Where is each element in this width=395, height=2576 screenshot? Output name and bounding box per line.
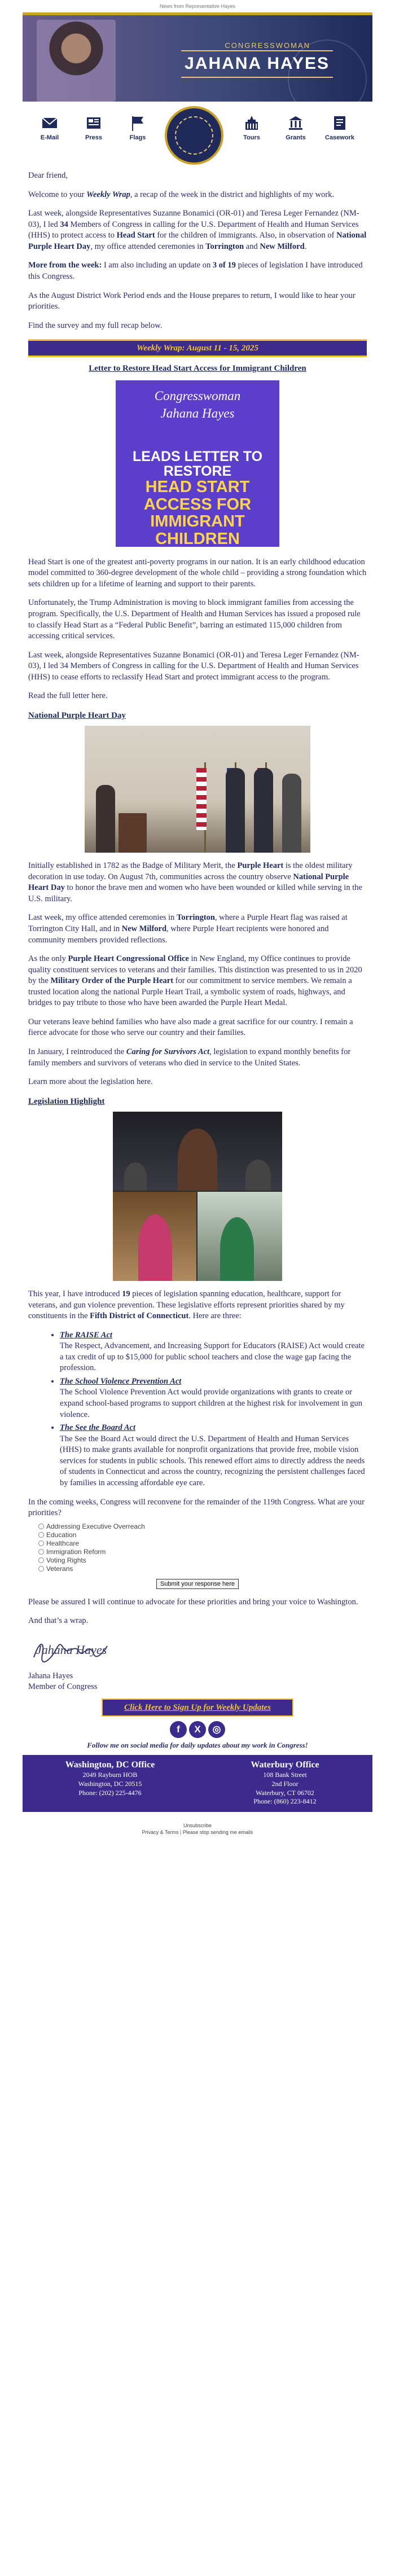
newsletter-body bbox=[28, 168, 367, 1750]
dc-office: Washington, DC Office 2049 Rayburn HOB Washington, DC 20515 Phone: (202) 225-4476 bbox=[65, 1759, 155, 1797]
congressional-seal bbox=[165, 106, 223, 165]
headstart-paragraph-1: Head Start is one of the greatest anti-poverty programs in our nation. It is an early childhood education model committed to 360-degree development of the whole child – providing a strong foundation which sets children up for a lifetime of learning and support to their parents. bbox=[28, 557, 367, 589]
headstart-letter-link[interactable]: here bbox=[91, 691, 106, 701]
graphic-line-3: LEADS LETTER TO RESTORE bbox=[132, 448, 263, 480]
bill-list bbox=[60, 1330, 367, 1489]
signature bbox=[28, 1635, 367, 1666]
intro-paragraph-1: Welcome to your Weekly Wrap, a recap of the week in the district and highlights of my work. bbox=[28, 190, 335, 199]
purpleheart-paragraph-3: As the only Purple Heart Congressional Office in New England, my Office continues to provide quality constituent services to veterans and their families. This distinction was presented to us in 2020 by the Military Order of the Purple Heart for our commitment to service members. We remain a trusted location along the national Purple Heart Trail, a symbolic system of roads, highways, and bridges to pay tribute to those who have been awarded the Purple Heart Medal. bbox=[28, 954, 362, 1008]
nav-press-label: Press bbox=[85, 134, 102, 141]
headstart-section-title[interactable]: Letter to Restore Head Start Access for Immigrant Children bbox=[89, 364, 306, 374]
purpleheart-paragraph-5: In January, I reintroduced the Caring for Survivors Act, legislation to expand monthly benefits for family members and survivors of veterans who died in service to the United States. bbox=[28, 1047, 351, 1068]
header-congresswoman: CONGRESSWOMAN bbox=[225, 41, 310, 50]
grants-icon bbox=[287, 114, 305, 132]
intro-paragraph-3: More from the week: I am also including an update on 3 of 19 pieces of legislation I have introduced this Congress. bbox=[28, 261, 363, 281]
nav-flags-label: Flags bbox=[129, 134, 146, 141]
purple-heart-ceremony-photo bbox=[85, 726, 310, 853]
survey-option[interactable]: Healthcare bbox=[38, 1539, 367, 1548]
signup-button[interactable]: Click Here to Sign Up for Weekly Updates bbox=[102, 1699, 293, 1717]
headstart-paragraph-3: Last week, alongside Representatives Suzanne Bonamici (OR-01) and Teresa Leger Fernandez (NM-03), I led 34 Members of Congress in calling for the U.S. Department of Health and Human Services (HHS) to cease efforts to reclassify Head Start and protect immigrant access to the program. bbox=[28, 650, 359, 682]
service-nav bbox=[23, 106, 372, 168]
podium bbox=[118, 813, 147, 853]
survey-option[interactable]: Immigration Reform bbox=[38, 1548, 367, 1556]
list-item bbox=[60, 1376, 367, 1420]
survey-option[interactable]: Addressing Executive Overreach bbox=[38, 1522, 367, 1531]
caring-for-survivors-link[interactable]: here bbox=[137, 1077, 151, 1087]
office-footer bbox=[23, 1755, 372, 1812]
nav-email[interactable] bbox=[33, 114, 67, 142]
radio-button[interactable] bbox=[38, 1532, 44, 1538]
nav-press[interactable] bbox=[77, 114, 111, 142]
nav-tours-label: Tours bbox=[243, 134, 260, 141]
weekly-wrap-banner: Weekly Wrap: August 11 - 15, 2025 bbox=[28, 339, 367, 357]
purpleheart-paragraph-4: Our veterans leave behind families who have also made a great sacrifice for our country. I remain a fierce advocate for those who serve our country and their families. bbox=[28, 1017, 353, 1038]
preheader: News from Representative Hayes bbox=[159, 3, 236, 9]
unsubscribe-link[interactable]: Unsubscribe bbox=[183, 1822, 212, 1828]
press-icon bbox=[85, 114, 103, 132]
closing-paragraph-1: Please be assured I will continue to advocate for these priorities and bring your voice to Washington. bbox=[28, 1597, 358, 1607]
headstart-graphic bbox=[116, 380, 279, 547]
nav-casework-label: Casework bbox=[325, 134, 354, 141]
header-name: JAHANA HAYES bbox=[181, 50, 333, 78]
legislation-collage-photo bbox=[113, 1112, 282, 1281]
signoff-title: Member of Congress bbox=[28, 1682, 98, 1692]
survey-option[interactable]: Veterans bbox=[38, 1565, 367, 1573]
intro-paragraph-4: As the August District Work Period ends and the House prepares to return, I would like to hear your priorities. bbox=[28, 291, 356, 311]
nav-tours[interactable] bbox=[235, 114, 269, 142]
intro-paragraph-5: Find the survey and my full recap below. bbox=[28, 321, 163, 330]
flag-icon bbox=[129, 114, 147, 132]
follow-text: Follow me on social media for daily updates about my work in Congress! bbox=[87, 1741, 308, 1750]
congresswoman-portrait bbox=[37, 20, 116, 102]
headstart-paragraph-2: Unfortunately, the Trump Administration is moving to block immigrant families from accessing the program. Specifically, the U.S. Department of Health and Human Services has issued a proposed rule to classify Head Start as a “Federal Public Benefit”, barring an estimated 115,000 children from accessing critical services. bbox=[28, 598, 361, 641]
bill-description: The See the Board Act would direct the U.S. Department of Health and Human Services (HHS) to make grants available for nonprofit organizations that provide free, mobile vision services for students in public schools. This renewed effort aims to directly address the needs of students in Connecticut and across the country, recognizing the persistent challenges faced by families in accessing affordable eye care. bbox=[60, 1434, 365, 1487]
closing-paragraph-2: And that’s a wrap. bbox=[28, 1616, 89, 1626]
header-banner bbox=[23, 12, 372, 102]
graphic-line-1: Congresswoman bbox=[154, 388, 241, 403]
us-flag bbox=[196, 768, 207, 830]
school-violence-prevention-act-link[interactable]: The School Violence Prevention Act bbox=[60, 1376, 182, 1386]
graphic-line-4: HEAD START ACCESS FOR IMMIGRANT CHILDREN bbox=[143, 478, 252, 547]
see-the-board-act-link[interactable]: The See the Board Act bbox=[60, 1423, 135, 1433]
nav-flags[interactable] bbox=[121, 114, 155, 142]
tours-icon bbox=[243, 114, 261, 132]
email-icon bbox=[41, 114, 59, 132]
nav-email-label: E-Mail bbox=[40, 134, 59, 141]
nav-casework[interactable] bbox=[323, 114, 357, 142]
signoff-name: Jahana Hayes bbox=[28, 1671, 73, 1680]
signature-image bbox=[28, 1635, 113, 1666]
priorities-survey bbox=[28, 1497, 367, 1589]
stop-emails-link[interactable]: Please stop sending me emails bbox=[182, 1829, 253, 1835]
radio-button[interactable] bbox=[38, 1524, 44, 1529]
signature-text: Jahana Hayes bbox=[36, 1642, 107, 1657]
list-item bbox=[60, 1423, 367, 1489]
greeting: Dear friend, bbox=[28, 171, 68, 180]
nav-grants[interactable] bbox=[279, 114, 313, 142]
graphic-line-2: Jahana Hayes bbox=[160, 406, 235, 420]
email-footer: Unsubscribe Privacy & Terms | Please stop sending me emails bbox=[142, 1822, 253, 1835]
instagram-icon[interactable]: ◎ bbox=[208, 1721, 225, 1738]
radio-button[interactable] bbox=[38, 1557, 44, 1563]
legislation-section-title[interactable]: Legislation Highlight bbox=[28, 1096, 105, 1106]
facebook-icon[interactable]: f bbox=[170, 1721, 187, 1738]
bill-description: The School Violence Prevention Act would provide organizations with grants to create or expand school-based programs to support children at the highest risk for involvement in gun violence. bbox=[60, 1388, 362, 1419]
purpleheart-paragraph-2: Last week, my office attended ceremonies in Torrington, where a Purple Heart flag was raised at Torrington City Hall, and in New Milford, where Purple Heart recipients were honored and community members provided reflections. bbox=[28, 913, 348, 945]
legislation-paragraph: This year, I have introduced 19 pieces of legislation spanning education, healthcare, support for veterans, and gun violence prevention. These legislative efforts represent priorities shared by my constituents in the Fifth District of Connecticut. Here are three: bbox=[28, 1289, 345, 1321]
nav-grants-label: Grants bbox=[286, 134, 306, 141]
purpleheart-learn-more: Learn more about the legislation here. bbox=[28, 1077, 153, 1087]
radio-button[interactable] bbox=[38, 1549, 44, 1555]
survey-option[interactable]: Education bbox=[38, 1531, 367, 1539]
purpleheart-paragraph-1: Initially established in 1782 as the Badge of Military Merit, the Purple Heart is the oldest military decoration in use today. On August 7th, communities across the country observe National Purple Heart Day to honor the brave men and women who have been wounded or killed while serving in the U.S. military. bbox=[28, 861, 362, 903]
submit-survey-button[interactable]: Submit your response here bbox=[156, 1579, 239, 1589]
casework-icon bbox=[331, 114, 349, 132]
list-item bbox=[60, 1330, 367, 1374]
intro-paragraph-2: Last week, alongside Representatives Suzanne Bonamici (OR-01) and Teresa Leger Fernandez (NM-03), I led 34 Members of Congress in calling for the U.S. Department of Health and Human Services (HHS) to protect access to Head Start for the children of immigrants. Also, in observation of National Purple Heart Day, my office attended ceremonies in Torrington and New Milford. bbox=[28, 209, 367, 251]
bill-description: The Respect, Advancement, and Increasing Support for Educators (RAISE) Act would create a tax credit of up to $15,000 for public school teachers and close the wage gap facing the profession. bbox=[60, 1341, 365, 1373]
survey-question: In the coming weeks, Congress will reconvene for the remainder of the 119th Congress. What are your priorities? bbox=[28, 1497, 365, 1518]
purpleheart-section-title[interactable]: National Purple Heart Day bbox=[28, 710, 126, 720]
social-links bbox=[28, 1721, 367, 1738]
radio-button[interactable] bbox=[38, 1541, 44, 1546]
headstart-read-more: Read the full letter here. bbox=[28, 691, 108, 701]
waterbury-office: Waterbury Office 108 Bank Street 2nd Floor Waterbury, CT 06702 Phone: (860) 223-8412 bbox=[251, 1759, 319, 1806]
radio-button[interactable] bbox=[38, 1566, 44, 1572]
privacy-link[interactable]: Privacy & Terms bbox=[142, 1829, 179, 1835]
survey-option[interactable]: Voting Rights bbox=[38, 1556, 367, 1565]
raise-act-link[interactable]: The RAISE Act bbox=[60, 1330, 112, 1340]
x-twitter-icon[interactable]: X bbox=[189, 1721, 206, 1738]
